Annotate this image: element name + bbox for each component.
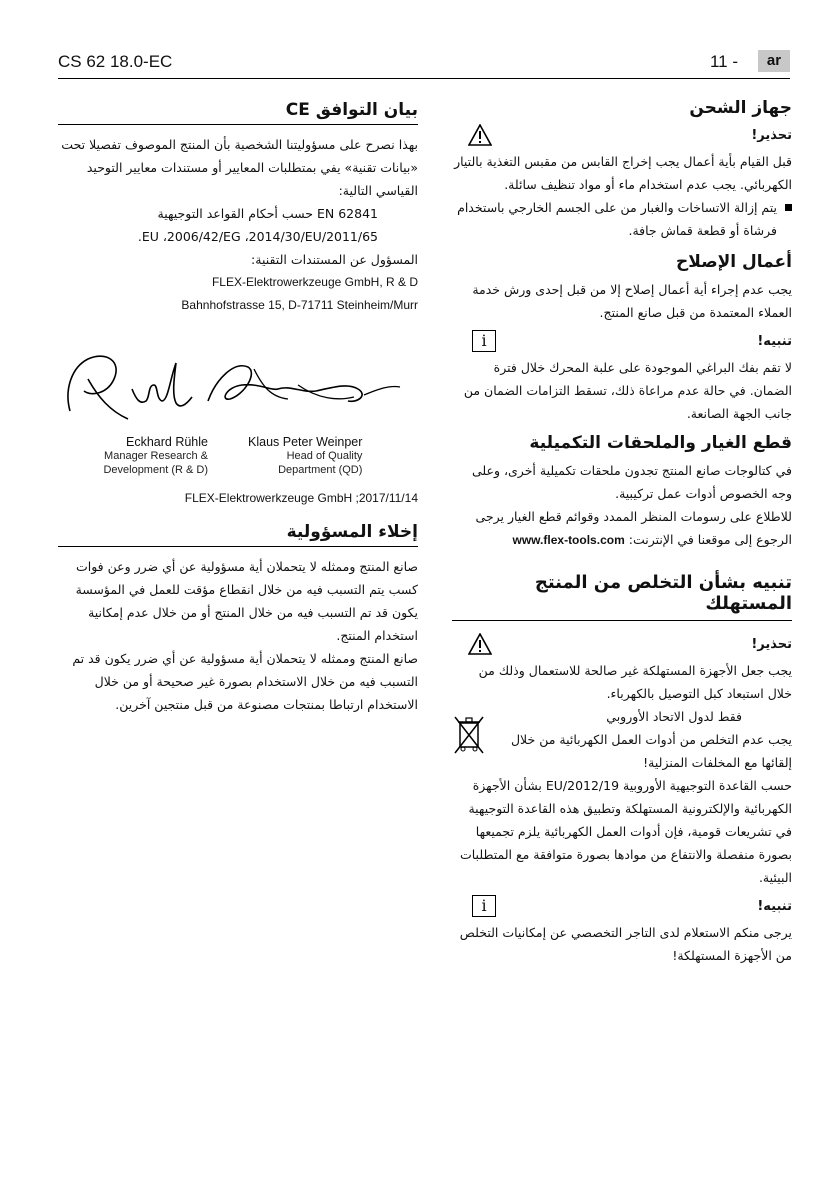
website-link[interactable]: www.flex-tools.com	[512, 533, 625, 547]
signatory-2-role-line1: Head of Quality	[286, 450, 363, 462]
warning-triangle-icon	[468, 633, 492, 655]
signatory-2-name: Klaus Peter Weinper	[248, 435, 363, 449]
section-title-parts: قطع الغيار والملحقات التكميلية	[529, 433, 792, 453]
eu-only-label: فقط لدول الاتحاد الأوروبي	[606, 709, 742, 724]
signatory-1-name: Eckhard Rühle	[126, 435, 208, 449]
signatory-2	[248, 435, 362, 477]
signatory-1	[58, 435, 208, 477]
parts-paragraph: في كتالوجات صانع المنتج تجدون ملحقات تكميلية أخرى، وعلى وجه الخصوص أدوات عمل تركيبية.	[471, 463, 792, 501]
document-model: CS 62 18.0-EC	[58, 52, 173, 71]
signature-area	[58, 339, 418, 435]
final-note-text: يرجى منكم الاستعلام لدى التاجر التخصصي عن إمكانيات التخلص من الأجهزة المستهلكة!	[459, 925, 792, 963]
ce-standard-1: EN 62841 حسب أحكام القواعد التوجيهية	[157, 206, 378, 221]
signature-image	[58, 339, 418, 435]
charger-paragraph: قبل القيام بأية أعمال يجب إخراج القابس من مقبس التغذية بالتيار الكهربائي. يجب عدم استخدام ماء أو مواد تنظيف سائلة.	[454, 154, 792, 192]
parts-paragraph-2	[452, 505, 792, 552]
page-number: 11 -	[709, 52, 738, 71]
repair-note-notice	[452, 328, 792, 354]
section-title-repair: أعمال الإصلاح	[676, 252, 792, 272]
left-column	[58, 96, 418, 716]
info-icon: i	[472, 330, 496, 352]
crossed-bin-icon	[452, 713, 486, 757]
company-address: Bahnhofstrasse 15, D-71711 Steinheim/Murr	[181, 298, 418, 312]
signatories	[58, 435, 418, 477]
info-icon: i	[472, 895, 496, 917]
language-badge: ar	[758, 50, 790, 72]
directive-paragraph: حسب القاعدة التوجيهية الأوروبية 2012/19/EU بشأن الأجهزة الكهربائية والإلكترونية المستهلكة وتطبيق هذه القاعدة التوجيهية في تشريعات قومية، فإن أدوات العمل الكهربائية يلزم تجميعها بصورة منفصلة والانتفاع من موادها بصورة متوافقة مع المتطلبات البيئية.	[459, 778, 792, 885]
signatory-1-role-line2: Development (R & D)	[103, 464, 208, 476]
liability-paragraph-1: صانع المنتج وممثله لا يتحملان أية مسؤولية عن أي ضرر وعن فوات كسب يتم التسبب فيه من خلال انقطاع مؤقت للعمل في المؤسسة يكون قد تم التسبب فيه من خلال المنتج أو من خلال عدم إمكانية استخدام المنتج.	[75, 559, 418, 643]
ce-paragraph: بهذا نصرح على مسؤوليتنا الشخصية بأن المنتج الموصوف تفصيلا تحت «بيانات تقنية» يفي بمتطلبات المعايير أو مستندات معايير التوحيد القياسي التالية:	[61, 137, 418, 198]
disposal-rule	[452, 620, 792, 621]
eu-text-group	[498, 705, 792, 774]
disposal-warning-notice	[452, 631, 792, 657]
header-rule	[58, 78, 790, 79]
charger-bullet-text: يتم إزالة الاتساخات والغبار من على الجسم الخارجي باستخدام فرشاة أو قطعة قماش جافة.	[457, 200, 777, 238]
warning-notice	[452, 122, 792, 148]
note-label: تنبيه!	[757, 333, 792, 349]
section-title-disposal: تنبيه بشأن التخلص من المنتج المستهلك	[534, 572, 792, 614]
warning-triangle-icon	[468, 124, 492, 146]
signatory-1-role-line1: Manager Research &	[104, 450, 208, 462]
parts-text: للاطلاع على رسومات المنظر الممدد وقوائم قطع الغيار يرجى الرجوع إلى موقعنا في الإنترنت:	[475, 509, 792, 547]
liability-paragraph-2: صانع المنتج وممثله لا يتحملان أية مسؤولية عن أي ضرر يكون قد تم التسبب فيه من خلال الاستخدام بصورة غير صحيحة أو من خلال الاستخدام ارتباطا بمنتجات مصنوعة من قبل منتجين آخرين.	[72, 651, 418, 712]
right-column	[452, 96, 792, 967]
repair-note-text: لا تقم بفك البراغي الموجودة على علبة المحرك خلال فترة الضمان. في حالة عدم مراعاة ذلك، تسقط التزامات الضمان من جانب الجهة الصانعة.	[463, 360, 792, 421]
square-bullet-icon	[785, 204, 792, 211]
warning-label: تحذير!	[751, 127, 792, 143]
repair-paragraph: يجب عدم إجراء أية أعمال إصلاح إلا من قبل إحدى ورش خدمة العملاء المعتمدة من قبل صانع المنتج.	[472, 282, 792, 320]
disposal-warning-text: يجب جعل الأجهزة المستهلكة غير صالحة للاستعمال وذلك من خلال استبعاد كبل التوصيل بالكهرباء.	[478, 663, 792, 701]
signatory-2-role-line2: Department (QD)	[278, 464, 363, 476]
section-title-charger: جهاز الشحن	[689, 98, 792, 118]
company-rd: FLEX-Elektrowerkzeuge GmbH, R & D	[211, 275, 418, 289]
final-note-label: تنبيه!	[757, 898, 792, 914]
ce-standard-2: 2011/65/EU ،2006/42/EG ،2014/30/EU.	[137, 229, 378, 244]
section-title-ce: بيان التوافق CE	[58, 100, 418, 125]
final-note-notice	[452, 893, 792, 919]
disposal-warning-label: تحذير!	[751, 636, 792, 652]
section-title-liability: إخلاء المسؤولية	[58, 522, 418, 547]
ce-docs-responsible: المسؤول عن المستندات التقنية:	[251, 252, 418, 267]
charger-bullet-item	[452, 196, 792, 242]
eu-weee-block	[452, 705, 792, 774]
signature-date-line: FLEX-Elektrowerkzeuge GmbH ;2017/11/14	[184, 491, 418, 505]
eu-paragraph: يجب عدم التخلص من أدوات العمل الكهربائية من خلال إلقائها مع المخلفات المنزلية!	[510, 732, 792, 770]
